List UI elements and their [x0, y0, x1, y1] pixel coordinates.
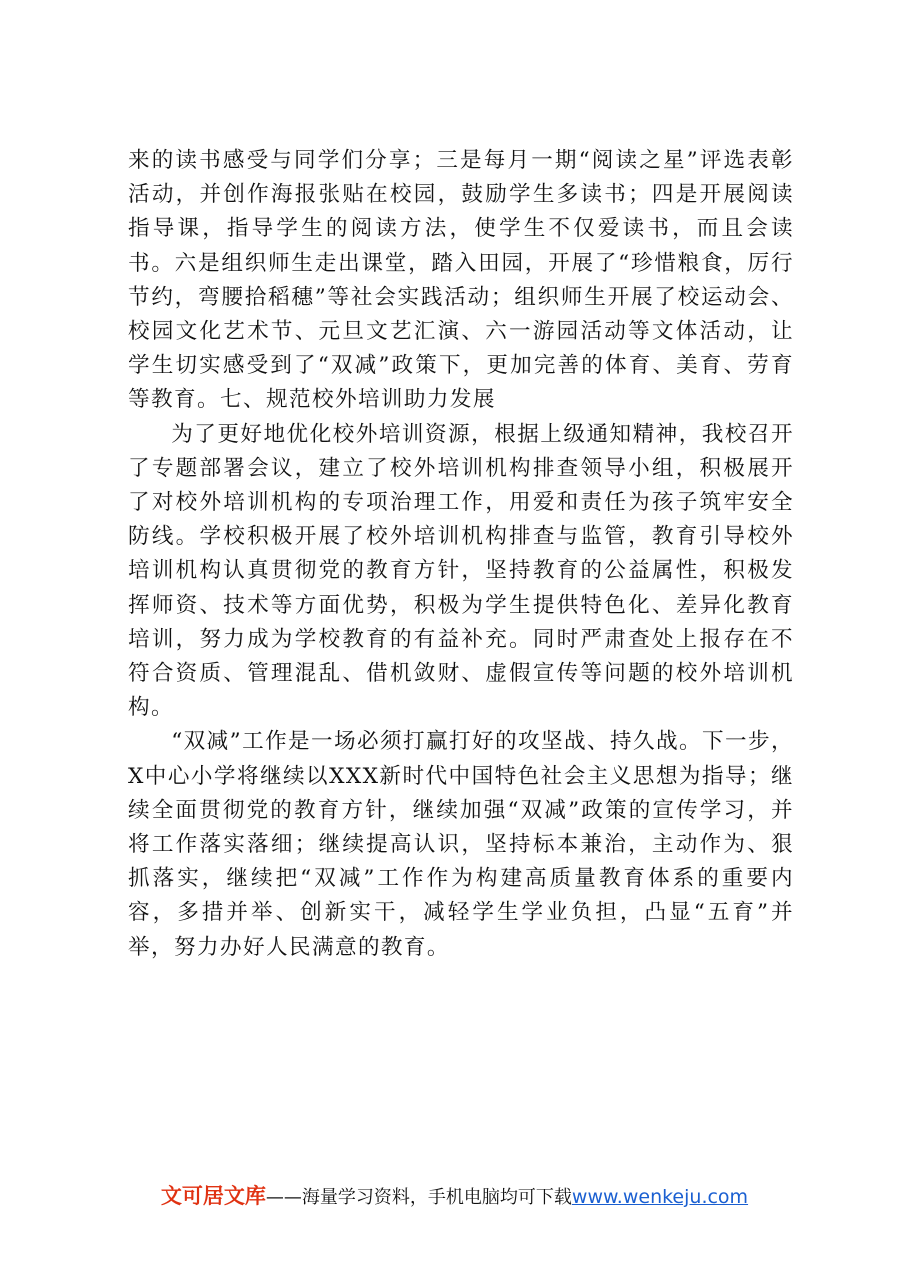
document-body	[128, 144, 794, 965]
footer-tagline: ——海量学习资料，手机电脑均可下载	[265, 1187, 572, 1208]
paragraph: “双减”工作是一场必须打赢打好的攻坚战、持久战。下一步，X中心小学将继续以XXX新时代中国特色社会主义思想为指导；继续全面贯彻党的教育方针，继续加强“双减”政策的宣传学习，并将工作落实落细；继续提高认识，坚持标本兼治，主动作为、狠抓落实，继续把“双减”工作作为构建高质量教育体系的重要内容，多措并举、创新实干，减轻学生学业负担，凸显“五育”并举，努力办好人民满意的教育。	[128, 729, 794, 960]
paragraph: 来的读书感受与同学们分享；三是每月一期“阅读之星”评选表彰活动，并创作海报张贴在校园，鼓励学生多读书；四是开展阅读指导课，指导学生的阅读方法，使学生不仅爱读书，而且会读书。六是组织师生走出课堂，踏入田园，开展了“珍惜粮食，厉行节约，弯腰拾稻穗”等社会实践活动；组织师生开展了校运动会、校园文化艺术节、元旦文艺汇演、六一游园活动等文体活动，让学生切实感受到了“双减”政策下，更加完善的体育、美育、劳育等教育。七、规范校外培训助力发展	[128, 148, 794, 413]
footer-banner	[0, 1180, 909, 1210]
paragraph: 为了更好地优化校外培训资源，根据上级通知精神，我校召开了专题部署会议，建立了校外培训机构排查领导小组，积极展开了对校外培训机构的专项治理工作，用爱和责任为孩子筑牢安全防线。学校积极开展了校外培训机构排查与监管，教育引导校外培训机构认真贯彻党的教育方针，坚持教育的公益属性，积极发挥师资、技术等方面优势，积极为学生提供特色化、差异化教育培训，努力成为学校教育的有益补充。同时严肃查处上报存在不符合资质、管理混乱、借机敛财、虚假宣传等问题的校外培训机构。	[128, 421, 794, 721]
website-link[interactable]: www.wenkeju.com	[571, 1186, 749, 1208]
brand-name: 文可居文库	[160, 1184, 266, 1208]
